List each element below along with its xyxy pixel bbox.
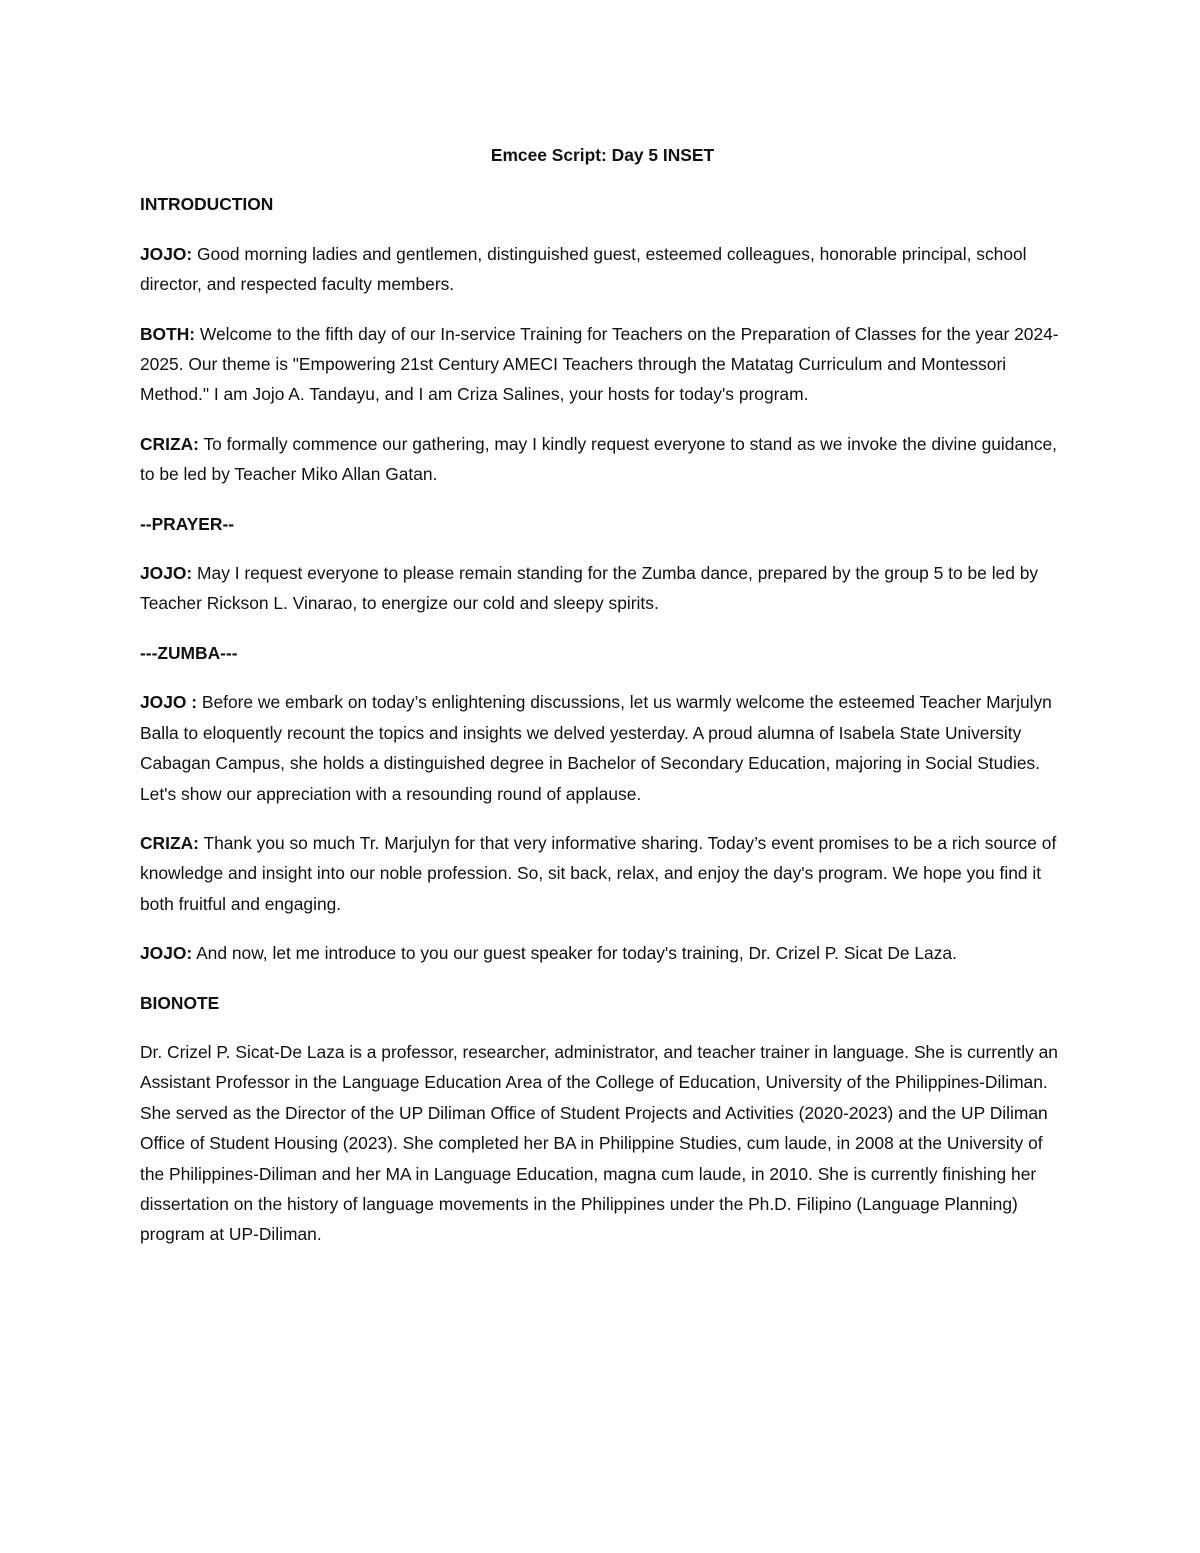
paragraph-text: Thank you so much Tr. Marjulyn for that very informative sharing. Today’s event promises to be a rich source of knowledge and insight into our noble profession. So, sit back, relax, and enjoy the day's program. We hope you find it both fruitful and engaging. (140, 832, 1057, 914)
speaker-label: CRIZA: (140, 832, 199, 853)
script-paragraph-criza-prayer-call (140, 429, 1065, 490)
cue-zumba: ---ZUMBA--- (140, 642, 238, 663)
paragraph-text: May I request everyone to please remain standing for the Zumba dance, prepared by the group 5 to be led by Teacher Rickson L. Vinarao, to energize our cold and sleepy spirits. (140, 563, 1039, 614)
bionote-heading: BIONOTE (140, 992, 220, 1013)
speaker-label: JOJO: (140, 943, 193, 964)
speaker-label: CRIZA: (140, 433, 199, 454)
speaker-label: JOJO: (140, 563, 193, 584)
script-paragraph-both-welcome (140, 319, 1065, 410)
paragraph-text: To formally commence our gathering, may I kindly request everyone to stand as we invoke the divine guidance, to be led by Teacher Miko Allan Gatan. (140, 433, 1058, 485)
speaker-label: JOJO : (140, 692, 198, 713)
document-body (140, 140, 1065, 1269)
document-title: Emcee Script: Day 5 INSET (490, 145, 715, 165)
script-paragraph-criza-thanks (140, 828, 1065, 919)
script-paragraph-jojo-speaker-intro (140, 938, 1065, 968)
script-paragraph-jojo-recap-intro (140, 687, 1065, 809)
paragraph-text: Before we embark on today’s enlightening discussions, let us warmly welcome the esteemed Teacher Marjulyn Balla to eloquently recount the topics and insights we delved yesterday. A proud alumna of Isabela State University Cabagan Campus, she holds a distinguished degree in Bachelor of Secondary Education, majoring in Social Studies. Let's show our appreciation with a resounding round of applause. (140, 692, 1052, 804)
bionote-paragraph: Dr. Crizel P. Sicat-De Laza is a professor, researcher, administrator, and teacher trainer in language. She is currently an Assistant Professor in the Language Education Area of the College of Education, University of the Philippines-Diliman. She served as the Director of the UP Diliman Office of Student Projects and Activities (2020-2023) and the UP Diliman Office of Student Housing (2023). She completed her BA in Philippine Studies, cum laude, in 2008 at the University of the Philippines-Diliman and her MA in Language Education, magna cum laude, in 2010. She is currently finishing her dissertation on the history of language movements in the Philippines under the Ph.D. Filipino (Language Planning) program at UP-Diliman. (140, 1041, 1058, 1245)
paragraph-text: Good morning ladies and gentlemen, distinguished guest, esteemed colleagues, honorable principal, school director, and respected faculty members. (140, 243, 1027, 295)
script-paragraph-jojo-greeting (140, 239, 1065, 300)
speaker-label: BOTH: (140, 323, 196, 344)
paragraph-text: And now, let me introduce to you our guest speaker for today's training, Dr. Crizel P. Sicat De Laza. (192, 943, 957, 964)
script-paragraph-jojo-zumba-call (140, 558, 1065, 619)
paragraph-text: Welcome to the fifth day of our In-service Training for Teachers on the Preparation of Classes for the year 2024-2025. Our theme is "Empowering 21st Century AMECI Teachers through the Matatag Curriculum and Montessori Method." I am Jojo A. Tandayu, and I am Criza Salines, your hosts for today's program. (140, 323, 1059, 405)
cue-prayer: --PRAYER-- (140, 513, 235, 534)
introduction-heading: INTRODUCTION (140, 194, 274, 215)
speaker-label: JOJO: (140, 243, 193, 264)
